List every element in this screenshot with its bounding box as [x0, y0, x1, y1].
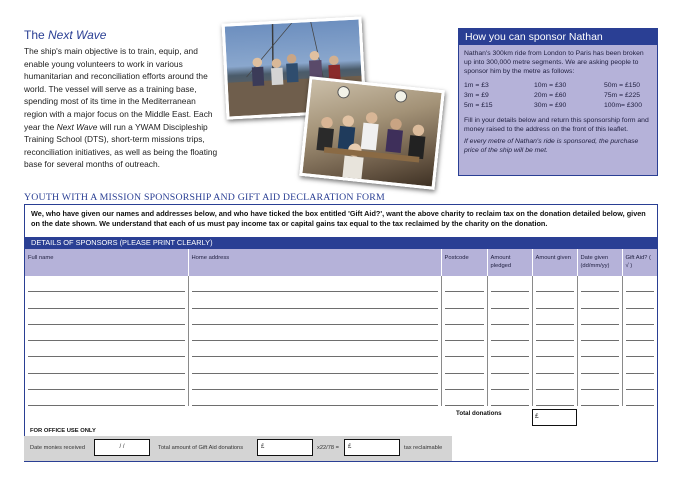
table-row: [25, 341, 657, 357]
rate-item: 30m = £90: [534, 102, 567, 110]
cell-postcode[interactable]: [441, 276, 487, 292]
rate-item: 1m = £3: [464, 81, 489, 89]
rate-item: 5m = £15: [464, 102, 493, 110]
cell-amount-given[interactable]: [532, 292, 577, 308]
cell-amount-given[interactable]: [532, 390, 577, 406]
cell-amount-given[interactable]: [532, 374, 577, 390]
intro-text-part1: The ship's main objective is to train, equip, and enable young volunteers to work in various humanitarian and reconciliation efforts around the world. The vessel will serve as a training base, spending most of its time in the Mediterranean region with a major focus on the Middle East. Each year the: [24, 46, 213, 132]
cell-home-address[interactable]: [188, 357, 441, 373]
cell-full-name[interactable]: [25, 374, 188, 390]
cell-postcode[interactable]: [441, 374, 487, 390]
form-title: YOUTH WITH A MISSION SPONSORSHIP AND GIFT AID DECLARATION FORM: [24, 192, 385, 203]
cell-date-given[interactable]: [577, 292, 622, 308]
cell-amount-pledged[interactable]: [487, 390, 532, 406]
details-header-bar: DETAILS OF SPONSORS (PLEASE PRINT CLEARLY): [25, 237, 657, 249]
intro-heading-ship-name: Next Wave: [48, 28, 107, 42]
gift-aid-total-field[interactable]: £: [257, 439, 313, 456]
cell-gift-aid[interactable]: [622, 390, 657, 406]
rate-item: 3m = £9: [464, 92, 489, 100]
gift-aid-total-label: Total amount of Gift Aid donations: [158, 445, 244, 451]
ratio-label: x22/78 =: [317, 445, 339, 451]
cell-date-given[interactable]: [577, 374, 622, 390]
cell-gift-aid[interactable]: [622, 292, 657, 308]
cell-amount-pledged[interactable]: [487, 309, 532, 325]
cell-amount-pledged[interactable]: [487, 357, 532, 373]
rate-item: 75m = £225: [604, 92, 641, 100]
cell-full-name[interactable]: [25, 309, 188, 325]
total-donations-field[interactable]: £: [532, 409, 577, 426]
rate-item: 10m = £30: [534, 81, 567, 89]
intro-paragraph: [24, 45, 220, 171]
rate-item: 20m = £60: [534, 92, 567, 100]
total-donations-label: Total donations: [456, 410, 502, 417]
cell-amount-given[interactable]: [532, 309, 577, 325]
cell-postcode[interactable]: [441, 357, 487, 373]
tax-reclaimable-field[interactable]: £: [344, 439, 400, 456]
cell-date-given[interactable]: [577, 325, 622, 341]
intro-section: [24, 28, 220, 171]
cell-full-name[interactable]: [25, 390, 188, 406]
cell-postcode[interactable]: [441, 341, 487, 357]
cell-full-name[interactable]: [25, 325, 188, 341]
rate-item: 100m= £300: [604, 102, 642, 110]
table-row: [25, 374, 657, 390]
sponsor-rate-table: [459, 77, 657, 112]
cell-amount-pledged[interactable]: [487, 374, 532, 390]
table-row: [25, 325, 657, 341]
col-amount-given: Amount given: [532, 249, 577, 276]
cell-amount-pledged[interactable]: [487, 292, 532, 308]
col-amount-pledged: Amount pledged: [487, 249, 532, 276]
table-row: [25, 390, 657, 406]
cell-date-given[interactable]: [577, 276, 622, 292]
cell-gift-aid[interactable]: [622, 325, 657, 341]
col-gift-aid: Gift Aid? ( √ ): [622, 249, 657, 276]
cell-gift-aid[interactable]: [622, 357, 657, 373]
tax-reclaimable-label: tax reclaimable: [404, 445, 443, 451]
gift-aid-declaration: We, who have given our names and addresses below, and who have ticked the box entitled 'Gift Aid?', want the above charity to reclaim tax on the donation detailed below, given on the date shown. We understand that each of us must pay income tax or capital gains tax equal to the tax reclaimed by the charity on the donation.: [31, 209, 646, 229]
table-header-row: [25, 249, 657, 276]
sponsor-info-box: [458, 28, 658, 176]
cell-postcode[interactable]: [441, 325, 487, 341]
intro-ship-name: Next Wave: [56, 121, 98, 132]
cell-home-address[interactable]: [188, 276, 441, 292]
photo-ship-cabin: [299, 76, 445, 190]
cell-home-address[interactable]: [188, 341, 441, 357]
date-monies-label: Date monies received: [30, 445, 86, 451]
cell-gift-aid[interactable]: [622, 309, 657, 325]
rate-item: 50m = £150: [604, 81, 641, 89]
cell-home-address[interactable]: [188, 374, 441, 390]
cell-full-name[interactable]: [25, 357, 188, 373]
col-date-given: Date given (dd/mm/yy): [577, 249, 622, 276]
cell-full-name[interactable]: [25, 292, 188, 308]
cell-amount-given[interactable]: [532, 341, 577, 357]
cell-amount-pledged[interactable]: [487, 341, 532, 357]
intro-heading: [24, 28, 220, 42]
table-row: [25, 357, 657, 373]
cell-date-given[interactable]: [577, 390, 622, 406]
table-row: [25, 276, 657, 292]
cell-full-name[interactable]: [25, 341, 188, 357]
table-row: [25, 309, 657, 325]
cell-home-address[interactable]: [188, 390, 441, 406]
cell-date-given[interactable]: [577, 341, 622, 357]
cell-date-given[interactable]: [577, 357, 622, 373]
cell-home-address[interactable]: [188, 325, 441, 341]
cell-home-address[interactable]: [188, 292, 441, 308]
cell-amount-given[interactable]: [532, 357, 577, 373]
cell-full-name[interactable]: [25, 276, 188, 292]
cell-date-given[interactable]: [577, 309, 622, 325]
cell-gift-aid[interactable]: [622, 276, 657, 292]
cell-home-address[interactable]: [188, 309, 441, 325]
cell-postcode[interactable]: [441, 292, 487, 308]
date-monies-field[interactable]: / /: [94, 439, 150, 456]
cell-amount-given[interactable]: [532, 276, 577, 292]
cell-postcode[interactable]: [441, 309, 487, 325]
sponsor-box-goal-note: If every metre of Nathan's ride is sponsored, the purchase price of the ship will be met.: [464, 138, 639, 155]
cell-postcode[interactable]: [441, 390, 487, 406]
cell-gift-aid[interactable]: [622, 341, 657, 357]
office-use-label: FOR OFFICE USE ONLY: [30, 428, 96, 434]
sponsor-box-instructions: Fill in your details below and return this sponsorship form and money raised to the address on the front of this leaflet.: [464, 116, 649, 134]
col-postcode: Postcode: [441, 249, 487, 276]
sponsor-box-intro: Nathan's 300km ride from London to Paris has been broken up into 300,000 metre segments. We are asking people to sponsor him by the metre as follows:: [464, 50, 644, 76]
cell-gift-aid[interactable]: [622, 374, 657, 390]
cell-amount-pledged[interactable]: [487, 325, 532, 341]
intro-heading-prefix: The: [24, 28, 49, 42]
col-full-name: Full name: [25, 249, 188, 276]
sponsor-details-table: [25, 249, 657, 406]
cell-amount-pledged[interactable]: [487, 276, 532, 292]
col-home-address: Home address: [188, 249, 441, 276]
sponsor-box-title: How you can sponsor Nathan: [459, 29, 657, 45]
table-row: [25, 292, 657, 308]
intro-text-part2: will run a YWAM Discipleship Training School (DTS), short-term missions trips, reconciliation initiatives, as well as being the floating base for several months of outreach.: [24, 121, 218, 170]
cell-amount-given[interactable]: [532, 325, 577, 341]
